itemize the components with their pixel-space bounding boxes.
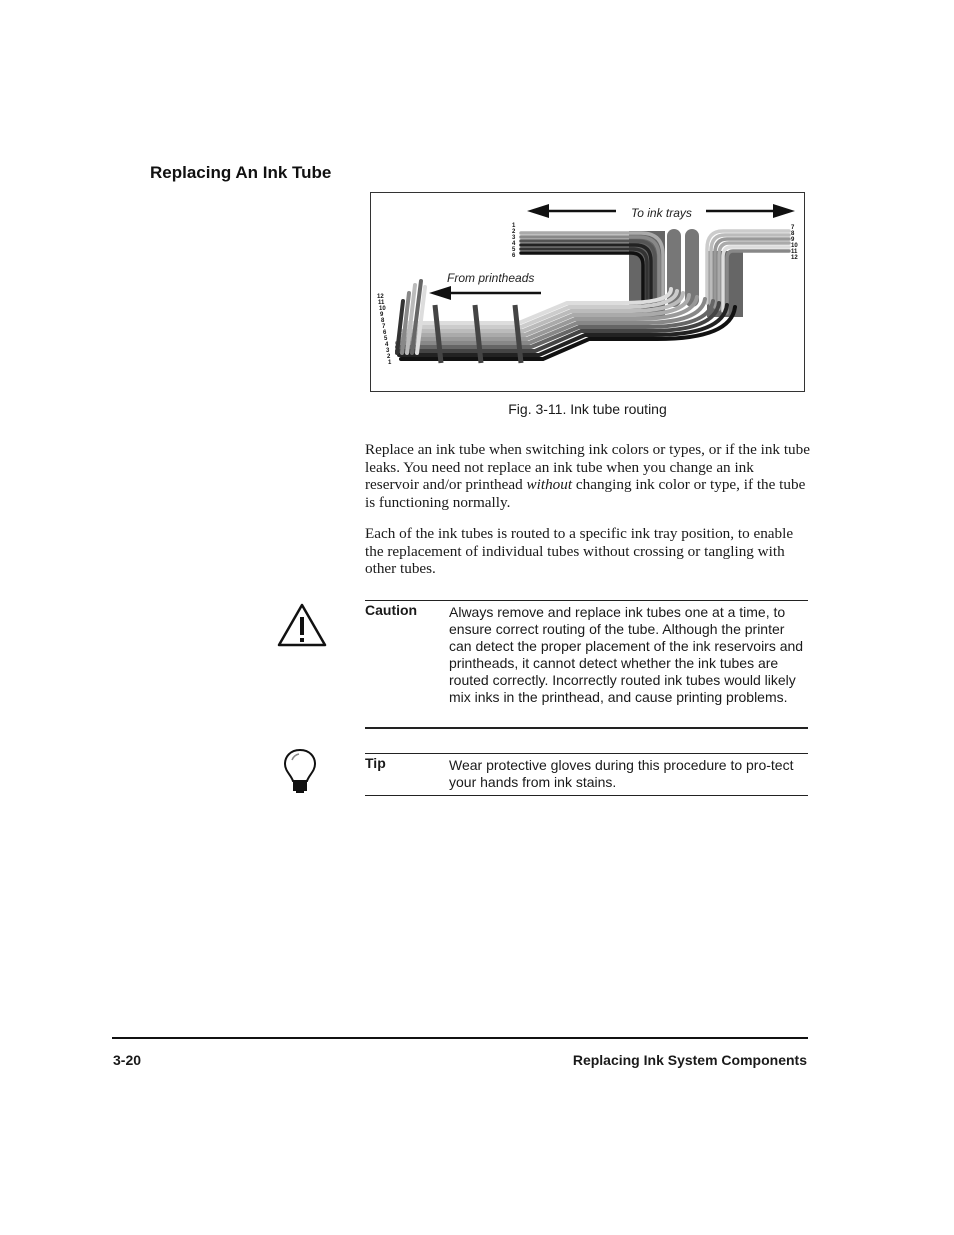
tube-bundle-lower — [397, 289, 735, 359]
page-number: 3-20 — [113, 1052, 142, 1068]
ink-tube-routing-illustration — [371, 193, 804, 391]
footer-section-name: Replacing Ink System Components — [572, 1052, 807, 1068]
tube-bundle-upper-right — [707, 231, 789, 313]
section-title: Replacing An Ink Tube — [150, 163, 332, 182]
caution-top-rule — [365, 600, 808, 601]
caution-text: Always remove and replace ink tubes one at a time, to ensure correct routing of the tube. Although the printer can detect the proper placement of the ink reservoirs and printheads, it cannot detect whether the ink tubes are routed correctly. Incorrectly routed ink tubes would likely mix inks in the printhead, and cause printing problems. — [449, 604, 804, 705]
warning-triangle-icon — [276, 602, 328, 653]
tube-number: 12 — [791, 255, 798, 261]
tube-number: 10 — [791, 243, 798, 249]
emphasis-text: without — [526, 476, 573, 493]
paragraph-routing: Each of the ink tubes is routed to a specific ink tray position, to enable the replacement of individual tubes without crossing or tangling with other tubes. — [365, 525, 794, 577]
tube-number: 12 — [377, 294, 384, 300]
tip-text: Wear protective gloves during this procedure to pro-tect your hands from ink stains. — [449, 757, 794, 790]
caution-label: Caution — [365, 602, 418, 618]
ink-tube-routing-figure — [370, 192, 805, 392]
paragraph-text: changing ink color or type, if the tube is functioning normally. — [365, 476, 806, 511]
tube-number: 6 — [512, 253, 516, 259]
tube-number: 8 — [381, 318, 385, 324]
tube-number: 11 — [791, 249, 798, 255]
from-printheads-arrow — [429, 286, 541, 300]
to-ink-trays-label: To ink trays — [631, 206, 692, 220]
tip-label: Tip — [365, 755, 386, 771]
tube-number: 5 — [384, 336, 388, 342]
paragraph-replace-when — [365, 441, 810, 511]
tip-top-rule — [365, 753, 808, 754]
tube-number: 1 — [512, 223, 516, 229]
tube-numbers-left — [377, 294, 392, 366]
tube-number: 5 — [512, 247, 516, 253]
tube-number: 11 — [378, 300, 385, 306]
tip-bottom-rule — [365, 795, 808, 796]
tube-number: 4 — [385, 342, 389, 348]
caution-bottom-rule — [365, 727, 808, 729]
tube-number: 8 — [791, 231, 795, 237]
tube-number: 7 — [791, 225, 795, 231]
tube-number: 9 — [380, 312, 384, 318]
tube-number: 10 — [379, 306, 386, 312]
tube-numbers-top-left — [512, 223, 516, 259]
footer-rule — [112, 1037, 808, 1039]
tube-number: 4 — [512, 241, 516, 247]
tube-number: 2 — [512, 229, 516, 235]
paragraph-text: Replace an ink tube when switching ink colors or types, or if the ink tube leaks. You need not replace an ink tube when you change an ink reservoir and/or printhead — [365, 441, 810, 493]
lightbulb-icon — [282, 748, 318, 799]
tube-number: 6 — [383, 330, 387, 336]
figure-caption: Fig. 3-11. Ink tube routing — [508, 401, 667, 417]
tube-number: 2 — [387, 354, 391, 360]
tube-bundle-upper-left — [521, 233, 663, 311]
tube-number: 3 — [386, 348, 390, 354]
tube-number: 9 — [791, 237, 795, 243]
from-printheads-label: From printheads — [447, 271, 535, 285]
tube-number: 7 — [382, 324, 386, 330]
tube-number: 3 — [512, 235, 516, 241]
tube-number: 1 — [388, 360, 392, 366]
tube-numbers-top-right — [791, 225, 798, 261]
